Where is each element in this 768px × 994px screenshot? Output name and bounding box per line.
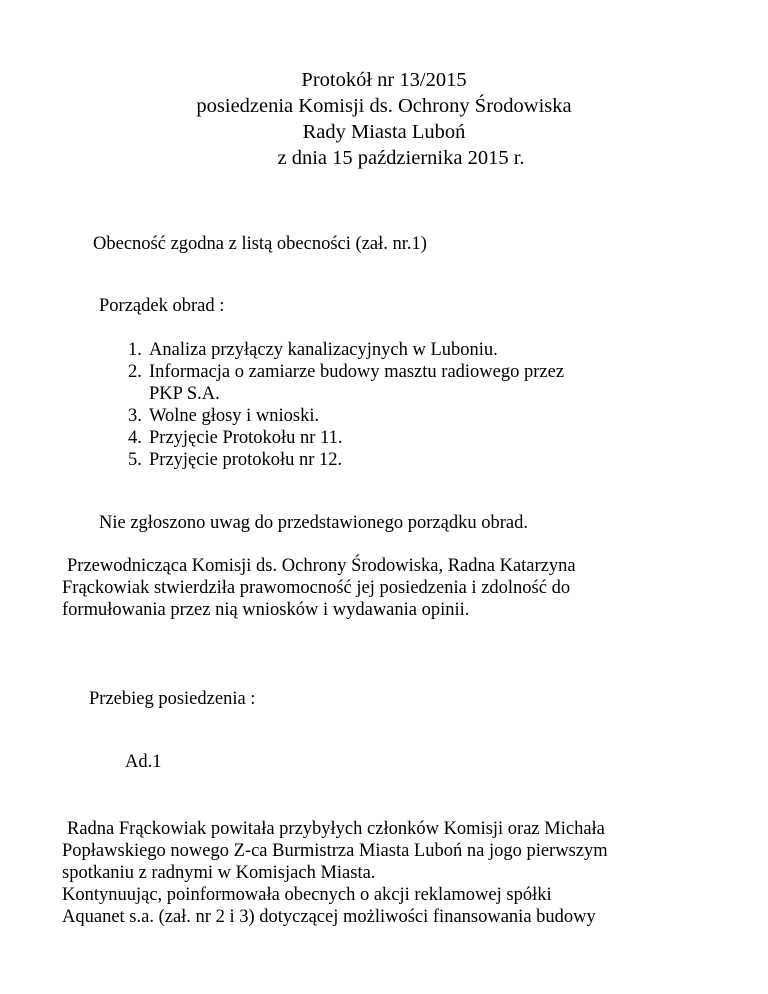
no-remarks-note: Nie zgłoszono uwag do przedstawionego porządku obrad.: [99, 513, 528, 533]
body-line-5: Aquanet s.a. (zał. nr 2 i 3) dotyczącej możliwości finansowania budowy: [62, 907, 596, 927]
body-line-2: Popławskiego nowego Z-ca Burmistrza Miasta Luboń na jogo pierwszym: [62, 841, 608, 861]
quorum-line-2: Frąckowiak stwierdziła prawomocność jej posiedzenia i zdolność do: [62, 578, 571, 598]
agenda-list: [128, 339, 564, 471]
body-line-1: Radna Frąckowiak powitała przybyłych członków Komisji oraz Michała: [67, 819, 605, 839]
agenda-item: 4. Przyjęcie Protokołu nr 11.: [128, 428, 343, 448]
agenda-heading: Porządek obrad :: [99, 296, 225, 316]
agenda-item: 5. Przyjęcie protokołu nr 12.: [128, 450, 343, 470]
quorum-line-1: Przewodnicząca Komisji ds. Ochrony Środowiska, Radna Katarzyna: [67, 556, 576, 576]
attendance-note: Obecność zgodna z listą obecności (zał. nr.1): [93, 234, 427, 254]
agenda-item-continuation: PKP S.A.: [149, 384, 220, 404]
title-line-4: z dnia 15 października 2015 r.: [277, 147, 525, 169]
body-line-3: spotkaniu z radnymi w Komisjach Miasta.: [62, 863, 376, 883]
agenda-item: 2. Informacja o zamiarze budowy masztu radiowego przez: [128, 362, 565, 382]
agenda-item: 3. Wolne głosy i wnioski.: [128, 406, 320, 426]
title-line-1: Protokół nr 13/2015: [301, 69, 467, 91]
ad1-heading: Ad.1: [125, 752, 162, 772]
proceedings-heading: Przebieg posiedzenia :: [89, 689, 256, 709]
document-title: [0, 67, 768, 171]
title-line-2: posiedzenia Komisji ds. Ochrony Środowiska: [196, 95, 572, 117]
title-line-3: Rady Miasta Luboń: [302, 121, 466, 143]
agenda-item: 1. Analiza przyłączy kanalizacyjnych w Luboniu.: [128, 340, 498, 360]
quorum-line-3: formułowania przez nią wniosków i wydawania opinii.: [62, 600, 470, 620]
ad1-body: [62, 818, 608, 928]
body-line-4: Kontynuując, poinformowała obecnych o akcji reklamowej spółki: [62, 885, 552, 905]
quorum-paragraph: [62, 555, 576, 621]
